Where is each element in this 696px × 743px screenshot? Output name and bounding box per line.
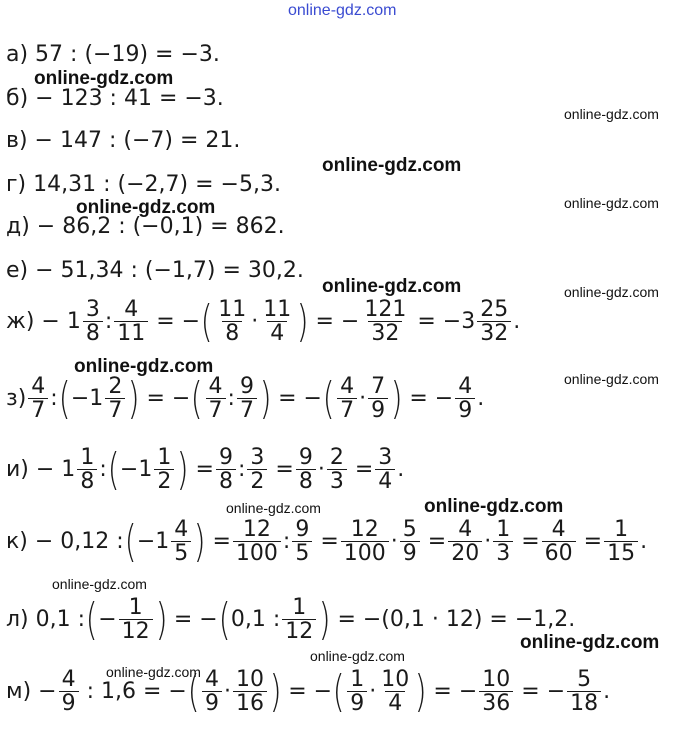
watermark: online-gdz.com [52,576,147,592]
watermark: online-gdz.com [76,197,216,218]
watermark: online-gdz.com [520,632,660,653]
equation-v: в) − 147 : (−7) = 21. [6,128,241,153]
watermark: online-gdz.com [106,664,201,680]
equation-k: к) − 0,12 : ( −1 4 5 ) = $\frac{12}{100}$ : 9 5 = $\frac{12}{100}$ · 5 9 = $\frac{4}{20}$ · 1 3 = $\frac{4}{60}$ = $\frac{1}{15}$ . [6,515,648,567]
watermark: online-gdz.com [564,371,659,387]
watermark: online-gdz.com [310,648,405,664]
equation-e: е) − 51,34 : (−1,7) = 30,2. [6,258,304,283]
watermark: online-gdz.com [564,284,659,300]
equation-l: л) 0,1 : ( − $\frac{1}{12}$ ) = − ( 0,1 : 1 12 ) = −(0,1 · 12) = −1,2. [6,593,576,645]
equation-b: б) − 123 : 41 = −3. [6,86,224,111]
watermark: online-gdz.com [564,195,659,211]
watermark: online-gdz.com [424,496,564,517]
watermark: online-gdz.com [74,356,214,377]
equation-m: м) − $\frac{4}{9}$ : 1,6 = − ( 4 9 · 10 16 ) = − ( 1 9 · 10 4 ) = − $\frac{10}{36}$ = − $\frac{5}{18}$ . [6,665,611,717]
fraction: 3 8 [83,298,103,345]
watermark: online-gdz.com [564,106,659,122]
label: ж) − 1 [6,309,81,335]
equation-g: г) 14,31 : (−2,7) = −5,3. [6,172,281,197]
watermark: online-gdz.com [322,276,462,297]
equation-i: и) − 1 1 8 : ( −1 1 2 ) = $\frac{9}{8}$ : 3 2 = $\frac{9}{8}$ · 2 3 = $\frac{3}{4}$ . [6,443,405,495]
equation-d: д) − 86,2 : (−0,1) = 862. [6,214,285,239]
equation-zh: ж) − 1 3 8 : 4 11 = − ( 11 8 · 11 4 ) = − $\frac{121}{32}$ = −3 25 32 . [6,295,521,347]
equation-a: а) 57 : (−19) = −3. [6,42,220,67]
watermark: online-gdz.com [226,500,321,516]
watermark: online-gdz.com [322,155,462,176]
equation-z: з) 4 7 : ( −1 2 7 ) = − ( 4 7 : 9 7 ) = − ( 4 7 · 7 9 ) = − $\frac{4}{9}$ . [6,372,485,424]
watermark-top[interactable]: online-gdz.com [288,2,397,19]
watermark: online-gdz.com [34,68,174,89]
